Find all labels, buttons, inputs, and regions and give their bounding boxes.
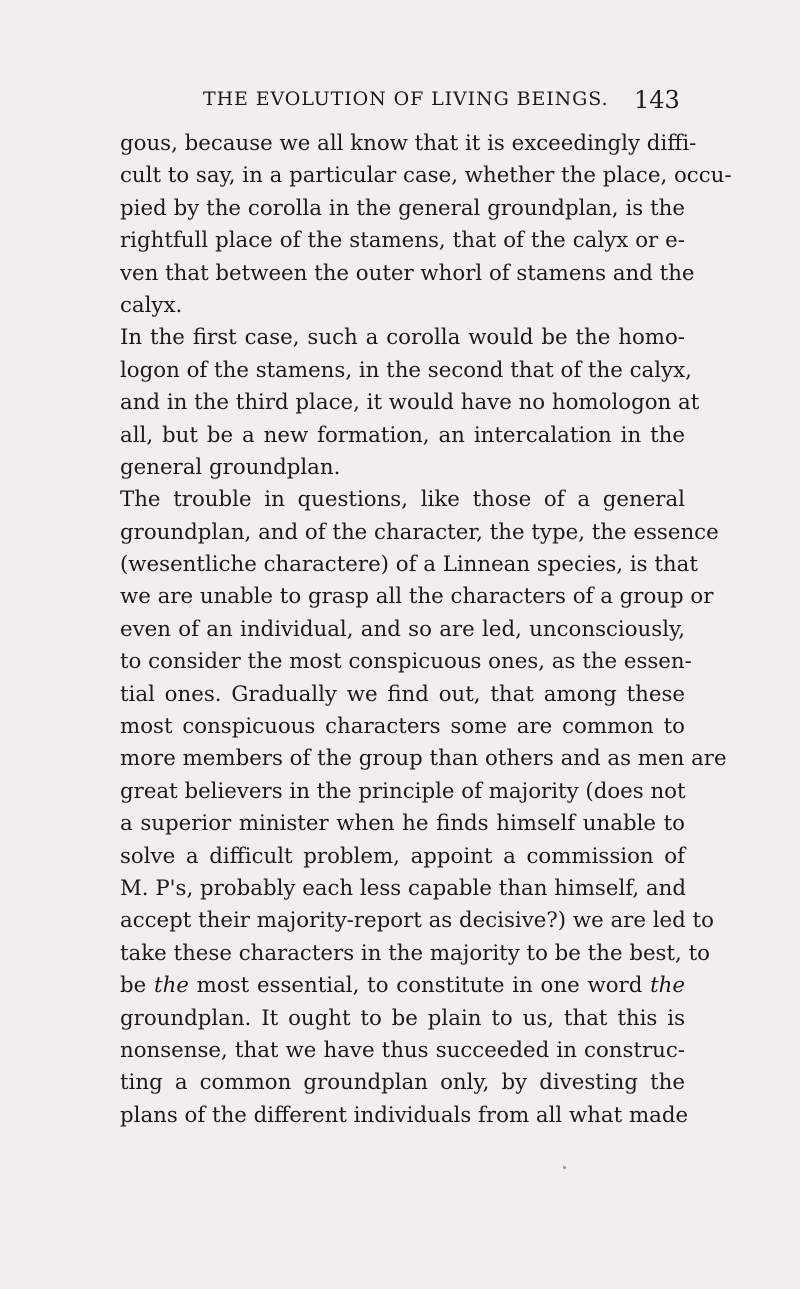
text-line: we are unable to grasp all the characters of a group or (120, 584, 714, 610)
text-line: to consider the most conspicuous ones, as the essen- (120, 649, 692, 675)
text-line: solve a difficult problem, appoint a commission of (120, 843, 685, 869)
text-segment: most essential, to constitute in one word (188, 973, 651, 999)
paper-speck (563, 1166, 566, 1169)
text-line: groundplan, and of the character, the type, the essence (120, 519, 719, 545)
text-line: logon of the stamens, in the second that of the calyx, (120, 357, 692, 383)
text-line: M. P's, probably each less capable than himself, and (120, 875, 686, 901)
text-line: take these characters in the majority to be the best, to (120, 940, 710, 966)
text-line: ting a common groundplan only, by divesting the (120, 1070, 685, 1096)
text-line: rightfull place of the stamens, that of the calyx or e- (120, 228, 685, 254)
text-line: nonsense, that we have thus succeeded in construc- (120, 1037, 685, 1063)
text-line: most conspicuous characters some are common to (120, 714, 685, 740)
page-number: 143 (634, 86, 680, 114)
text-line: all, but be a new formation, an intercalation in the (120, 422, 685, 448)
text-line: general groundplan. (120, 454, 341, 480)
text-segment: be (120, 973, 155, 999)
text-line: ven that between the outer whorl of stamens and the (120, 260, 695, 286)
italic-word: the (154, 973, 189, 999)
text-line: cult to say, in a particular case, whether the place, occu- (120, 163, 732, 189)
text-line: a superior minister when he finds himself unable to (120, 811, 685, 837)
text-line: more members of the group than others and as men are (120, 746, 727, 772)
text-line: and in the third place, it would have no homologon at (120, 390, 700, 416)
text-line: (wesentliche charactere) of a Linnean species, is that (120, 552, 698, 578)
text-line: accept their majority-report as decisive?) we are led to (120, 908, 714, 934)
italic-word: the (650, 973, 685, 999)
text-line: great believers in the principle of majority (does not (120, 778, 686, 804)
text-line: plans of the different individuals from all what made (120, 1102, 689, 1128)
text-line: groundplan. It ought to be plain to us, that this is (120, 1005, 685, 1031)
text-line: tial ones. Gradually we find out, that among these (120, 681, 685, 707)
text-line: even of an individual, and so are led, unconsciously, (120, 616, 685, 642)
body-text (120, 128, 732, 1132)
text-line: pied by the corolla in the general groundplan, is the (120, 195, 685, 221)
text-line: In the first case, such a corolla would be the homo- (120, 325, 685, 351)
text-line: gous, because we all know that it is exceedingly diffi- (120, 131, 697, 156)
running-head-title: THE EVOLUTION OF LIVING BEINGS. (203, 88, 609, 110)
text-line: calyx. (120, 292, 183, 318)
text-line: The trouble in questions, like those of a general (120, 487, 685, 513)
text-line (120, 970, 685, 1002)
